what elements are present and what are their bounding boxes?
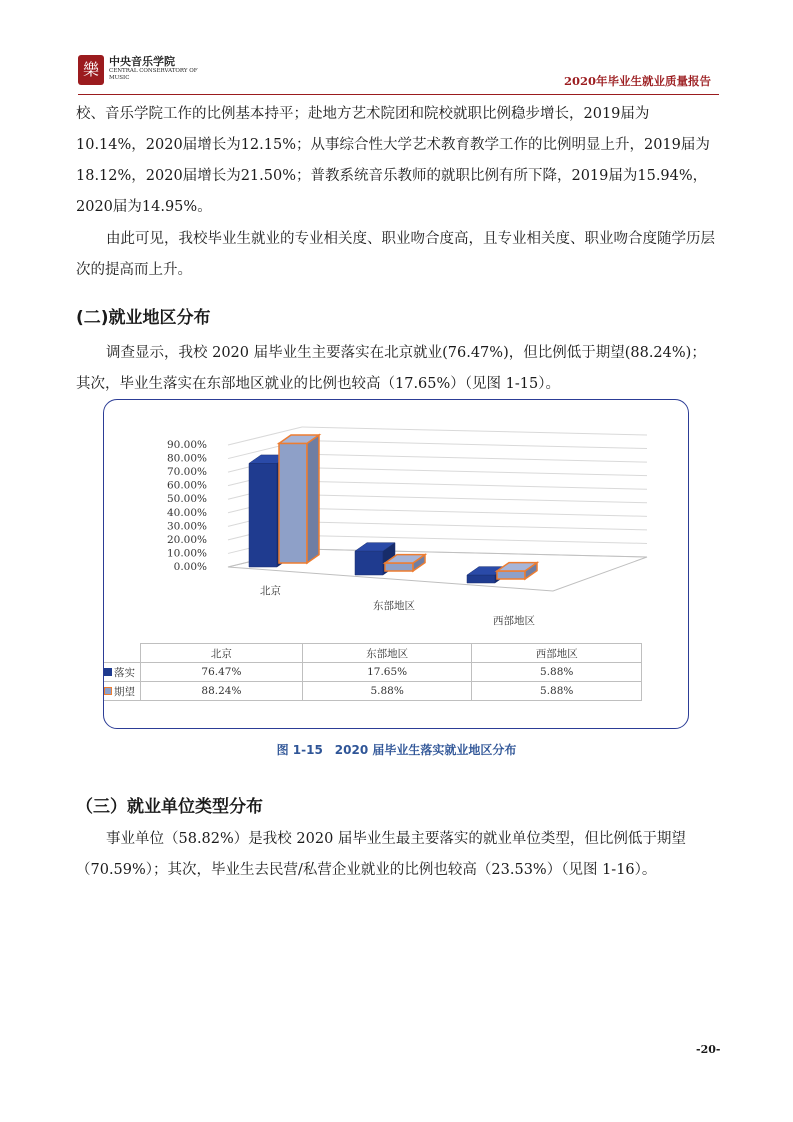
bar-front — [467, 575, 495, 583]
bar-front — [497, 571, 525, 579]
school-logo-icon: 樂 — [78, 55, 104, 85]
table-header-cell: 北京 — [141, 644, 303, 663]
gridline — [302, 481, 647, 489]
table-header-cell: 西部地区 — [472, 644, 642, 663]
bar-side — [307, 435, 319, 563]
gridline — [302, 508, 647, 516]
gridline — [302, 535, 647, 543]
table-corner — [104, 644, 141, 663]
bar-front — [355, 551, 383, 575]
section-heading-employer-type: （三）就业单位类型分布 — [76, 797, 263, 817]
legend-entry-qiwang — [104, 682, 141, 701]
y-tick-label: 80.00% — [166, 452, 207, 465]
school-name-cn: 中央音乐学院 — [109, 55, 175, 68]
paragraph-region: 调查显示，我校 2020 届毕业生主要落实在北京就业(76.47%)，但比例低于期望(88.24%)；其次，毕业生落实在东部地区就业的比例也较高（17.65%）（见图 1-15）。 — [76, 345, 706, 392]
table-cell: 5.88% — [302, 682, 472, 701]
table-cell: 5.88% — [472, 682, 642, 701]
table-cell: 17.65% — [302, 663, 472, 682]
paragraph-employer-type: 事业单位（58.82%）是我校 2020 届毕业生最主要落实的就业单位类型，但比例低于期望（70.59%）；其次，毕业生去民营/私营企业就业的比例也较高（23.53%）（见图 1-16）。 — [76, 831, 686, 878]
gridline — [302, 427, 647, 435]
y-tick-label: 10.00% — [166, 547, 207, 560]
y-tick-label: 50.00% — [166, 493, 207, 506]
section-heading-region: (二)就业地区分布 — [76, 308, 211, 328]
y-tick-label: 40.00% — [166, 506, 207, 519]
gridline — [302, 454, 647, 462]
bar-front — [279, 443, 307, 563]
page-number: -20- — [696, 1043, 721, 1056]
report-title: 2020年毕业生就业质量报告 — [563, 74, 711, 88]
table-cell: 5.88% — [472, 663, 642, 682]
bar-front — [249, 463, 277, 567]
header-divider — [78, 94, 719, 95]
x-tick-label: 东部地区 — [373, 600, 415, 612]
paragraph-conclusion: 由此可见，我校毕业生就业的专业相关度、职业吻合度高，且专业相关度、职业吻合度随学历层次的提高而上升。 — [76, 231, 715, 278]
gridline — [302, 468, 647, 476]
legend-swatch-qiwang — [104, 687, 112, 695]
legend-label: 落实 — [114, 666, 135, 679]
page-header — [0, 0, 793, 100]
legend-entry-luoshi — [104, 663, 141, 682]
legend-label: 期望 — [114, 685, 135, 698]
table-row — [104, 663, 642, 682]
y-tick-label: 60.00% — [166, 479, 207, 492]
table-row — [104, 682, 642, 701]
table-cell: 76.47% — [141, 663, 303, 682]
legend-swatch-luoshi — [104, 668, 112, 676]
gridline — [302, 495, 647, 503]
y-tick-label: 0.00% — [173, 561, 207, 573]
gridline — [302, 522, 647, 530]
y-tick-label: 90.00% — [166, 439, 207, 451]
gridline — [302, 441, 647, 449]
x-tick-label: 西部地区 — [493, 615, 535, 627]
school-name-en: CENTRAL CONSERVATORY OF MUSIC — [109, 68, 198, 81]
bar-front — [385, 563, 413, 571]
y-tick-label: 70.00% — [166, 466, 207, 479]
x-tick-label: 北京 — [260, 585, 281, 597]
paragraph-continued: 校、音乐学院工作的比例基本持平；赴地方艺术院团和院校就职比例稳步增长，2019届为10.14%，2020届增长为12.15%；从事综合性大学艺术教育教学工作的比例明显上升，2019届为18.12%，2020届增长为21.50%；普教系统音乐教师的就职比例有所下降，2019届为15.94%，2020届为14.95%。 — [76, 106, 710, 215]
chart-data-table — [104, 643, 642, 701]
figure-caption: 图 1-15 2020 届毕业生落实就业地区分布 — [276, 743, 517, 757]
table-header-cell: 东部地区 — [302, 644, 472, 663]
y-tick-label: 20.00% — [166, 533, 207, 546]
table-cell: 88.24% — [141, 682, 303, 701]
y-tick-label: 30.00% — [166, 520, 207, 533]
